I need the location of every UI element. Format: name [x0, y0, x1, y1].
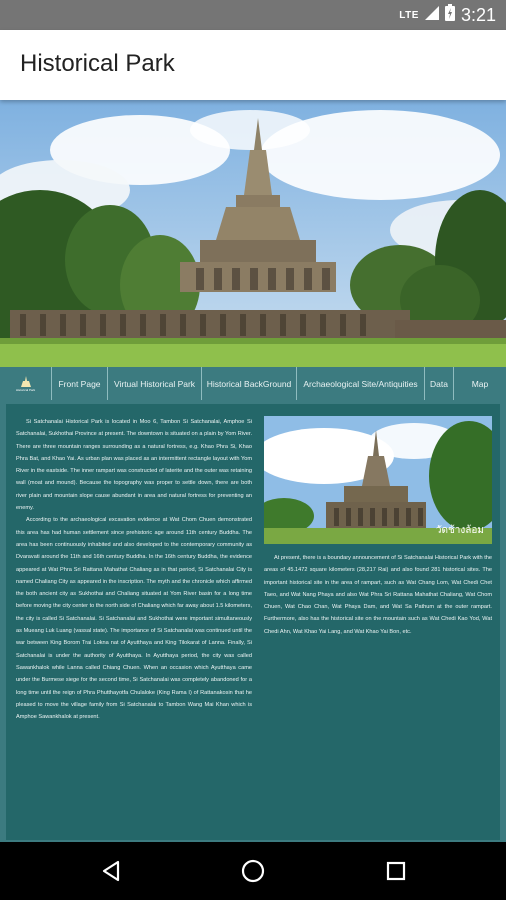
recents-icon[interactable]	[381, 856, 411, 886]
temple-photo	[264, 416, 492, 544]
right-column	[264, 416, 492, 638]
content-area	[0, 400, 506, 842]
home-icon[interactable]	[238, 856, 268, 886]
present-paragraph: At present, there is a boundary announcement of Si Satchanalai Historical Park with the areas of 45.1472 square kilometers (28,217 Rai) and also found 281 historical sites. The important historical site in the area of rampart, such as Wat Chang Lom, Wat Chedi Chet Taeo, and Wat Nang Phaya and also Wat Phra Sri Rattana Mahathat Chaliang, Wat Chom Chuen, Wat Chao Chan, Wat Phaya Dam, and Wat Sa Pathum at the outer rampart. Furthermore, also has the historical site on the mountain such as Wat Chedi Kao Yod, Wat Chedi Ahn, Wat Khao Yai Lang, and Wat Khao Yai Bon, etc.	[264, 555, 492, 635]
status-bar	[0, 0, 506, 30]
hero-image	[0, 100, 506, 367]
history-paragraph-2: According to the archaeological excavation evidence at Wat Chom Chuen demonstrated this area has had human settlement since prehistoric age around 11th century Buddha. The area has been continuously inhabited and also developed to the contemporary community as Dvaravati around the 11th and 16th century Buddha. In the 16th century Buddha, the evidence appeared at Wat Phra Sri Rattana Mahathat Chaliang as in that period, Si Satchanalai City is named Chaliang City as appeared in the inscription. The myth and the chronicle which affirmed the both ancient city as Sukhothai and Chaliang situated at Yom River basin for a long time before moving the city center to the north side of Chaliang which far away about 1.5 kilometers, the city is called Si Satchanalai. Si Satchanalai and Sukhothai were important simultaneously as Mueang Luk Luang (vassal state). The importance of Si Satchanalai was continued until the war between King Borom Trai Lokna nat of Ayutthaya and King Tilokarat of Lanna. Finally, Si Satchanalai is under the authority of Ayutthaya. In Ayutthaya period, the city was called Sawankhalok while Lanna called Chiang Chuen. When an occasion which Ayutthaya came under the Burmese siege for the second time, Si Satchanalai was completely abandoned for a long time until the reign of Phra Phutthayotfa Chulaloke (King Rama I) of Rattanakosin that he pleased to move the village family from Si Satchanalai to Tambon Wang Mai Khan which is Amphoe Sawankhalok at present.	[16, 517, 252, 721]
nav-data[interactable]: Data	[425, 367, 454, 400]
photo-caption: วัดช้างล้อม	[435, 525, 484, 536]
logo-icon: Historical Park	[11, 371, 41, 397]
history-paragraph-1: Si Satchanalai Historical Park is located in Moo 6, Tambon Si Satchanalai, Amphoe Si Satchanalai, Sukhothai Province at present. The downtown is situated on a plain by Yom River. There are three mountain ranges surrounding as a natural fortress, e.g. Khao Phra Si, Khao Phra Bat, and Khao Yai. As urban plan was placed as an intermittent rectangle layout with Yom River in the eastside. The inner rampart was constructed of laterite and the outer was retaining wall (moat and mound). Because the topography was proper to settle down, there are both river plain and mountain slope cause abundant in area and natural fortress for preventing an enemy.	[16, 419, 252, 512]
system-nav-bar	[0, 842, 506, 900]
status-icons	[399, 0, 496, 30]
clock: 3:21	[460, 4, 496, 25]
battery-icon	[445, 4, 455, 26]
nav-archaeological-sites[interactable]: Archaeological Site/Antiquities	[297, 367, 425, 400]
content-panel	[6, 404, 500, 840]
app-bar	[0, 30, 506, 100]
nav-front-page[interactable]: Front Page	[52, 367, 108, 400]
nav-virtual-historical-park[interactable]: Virtual Historical Park	[108, 367, 202, 400]
back-icon[interactable]	[96, 856, 126, 886]
page-title: Historical Park	[20, 50, 175, 77]
left-column	[16, 416, 252, 723]
home-logo[interactable]	[0, 367, 52, 400]
network-type: LTE	[399, 9, 419, 21]
nav-historical-background[interactable]: Historical BackGround	[202, 367, 297, 400]
signal-icon	[425, 6, 439, 25]
nav-map[interactable]: Map	[471, 378, 489, 389]
site-nav	[0, 367, 506, 400]
